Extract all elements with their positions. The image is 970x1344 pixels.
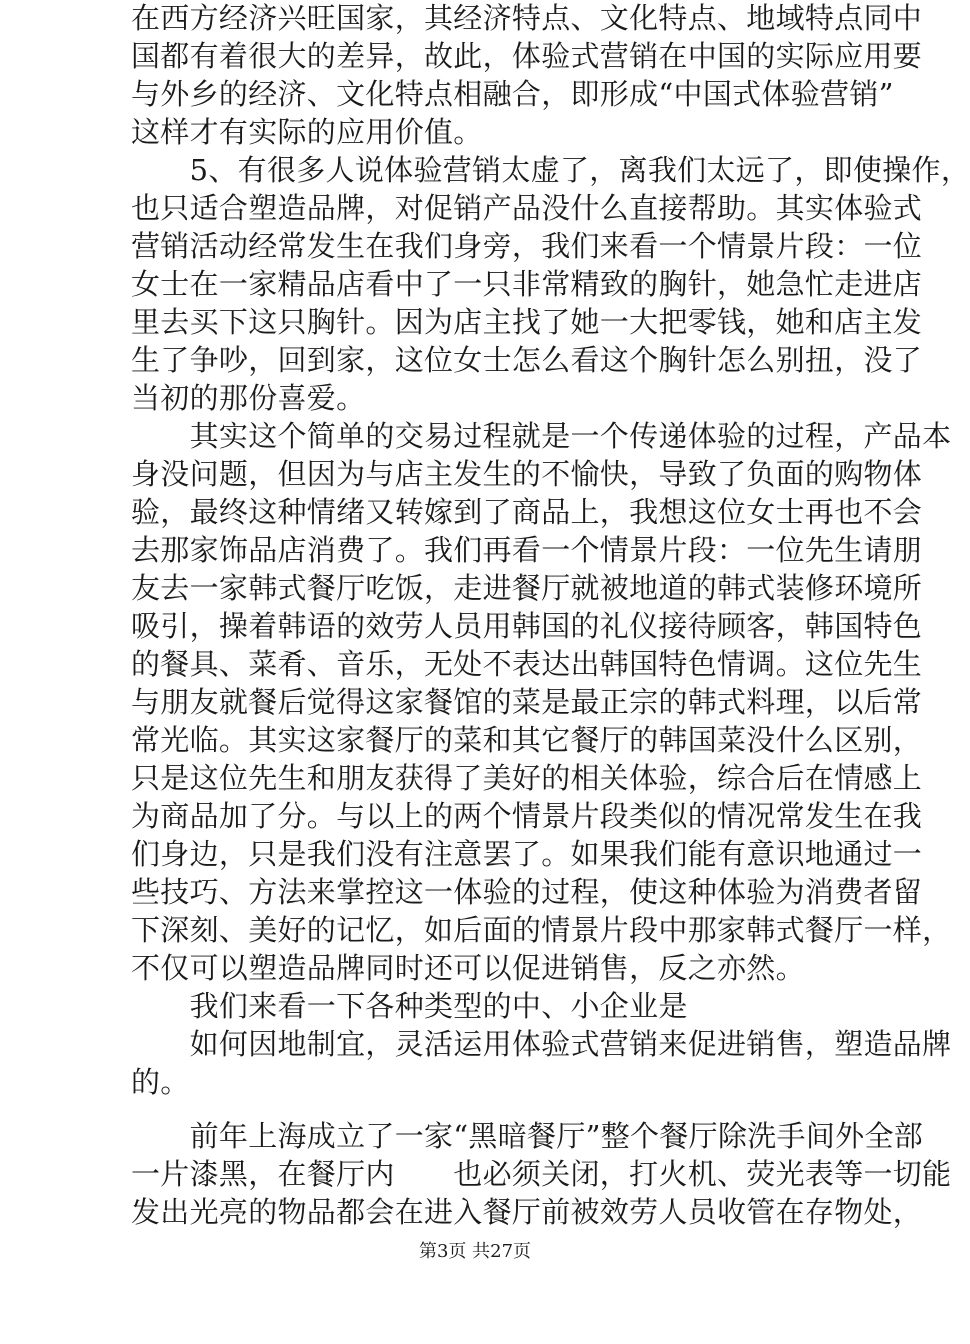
text-line: 不仅可以塑造品牌同时还可以促进销售，反之亦然。 [131, 951, 805, 985]
text-line: 身没问题，但因为与店主发生的不愉快，导致了负面的购物体 [131, 457, 923, 491]
text-line: 与朋友就餐后觉得这家餐馆的菜是最正宗的韩式料理，以后常 [131, 685, 923, 719]
text-line: 的。 [131, 1065, 190, 1099]
text-line: 里去买下这只胸针。因为店主找了她一大把零钱，她和店主发 [131, 305, 923, 339]
text-line: 国都有着很大的差异，故此，体验式营销在中国的实际应用要 [131, 39, 923, 73]
text-line: 去那家饰品店消费了。我们再看一个情景片段：一位先生请朋 [131, 533, 923, 567]
text-line: 常光临。其实这家餐厅的菜和其它餐厅的韩国菜没什么区别， [131, 723, 923, 757]
text-line: 也只适合塑造品牌，对促销产品没什么直接帮助。其实体验式 [131, 191, 923, 225]
text-line: 下深刻、美好的记忆，如后面的情景片段中那家韩式餐厅一样， [131, 913, 952, 947]
text-line: 验，最终这种情绪又转嫁到了商品上，我想这位女士再也不会 [131, 495, 923, 529]
text-line: 些技巧、方法来掌控这一体验的过程，使这种体验为消费者留 [131, 875, 923, 909]
text-line: 前年上海成立了一家“黑暗餐厅”整个餐厅除洗手间外全部 [131, 1119, 924, 1153]
text-line: 营销活动经常发生在我们身旁，我们来看一个情景片段：一位 [131, 229, 923, 263]
text-line: 当初的那份喜爱。 [131, 381, 366, 415]
text-line: 这样才有实际的应用价值。 [131, 115, 483, 149]
text-line: 我们来看一下各种类型的中、小企业是 [131, 989, 688, 1023]
text-line: 一片漆黑，在餐厅内 也必须关闭，打火机、荧光表等一切能 [131, 1157, 952, 1191]
text-line: 在西方经济兴旺国家，其经济特点、文化特点、地域特点同中 [131, 1, 923, 35]
text-line: 发出光亮的物品都会在进入餐厅前被效劳人员收管在存物处， [131, 1195, 923, 1229]
text-line: 的餐具、菜肴、音乐，无处不表达出韩国特色情调。这位先生 [131, 647, 923, 681]
text-line: 们身边，只是我们没有注意罢了。如果我们能有意识地通过一 [131, 837, 923, 871]
text-line: 与外乡的经济、文化特点相融合，即形成“中国式体验营销” [131, 77, 894, 111]
text-line: 友去一家韩式餐厅吃饭，走进餐厅就被地道的韩式装修环境所 [131, 571, 923, 605]
text-line: 其实这个简单的交易过程就是一个传递体验的过程，产品本 [131, 419, 952, 453]
page-footer: 第3页 共27页 [418, 1241, 532, 1262]
text-line: 生了争吵，回到家，这位女士怎么看这个胸针怎么别扭，没了 [131, 343, 923, 377]
text-line: 只是这位先生和朋友获得了美好的相关体验，综合后在情感上 [131, 761, 923, 795]
text-line: 5、有很多人说体验营销太虚了，离我们太远了，即使操作， [131, 153, 970, 187]
text-line: 为商品加了分。与以上的两个情景片段类似的情况常发生在我 [131, 799, 923, 833]
text-line: 如何因地制宜，灵活运用体验式营销来促进销售，塑造品牌 [131, 1027, 952, 1061]
text-line: 吸引，操着韩语的效劳人员用韩国的礼仪接待顾客，韩国特色 [131, 609, 923, 643]
text-line: 女士在一家精品店看中了一只非常精致的胸针，她急忙走进店 [131, 267, 923, 301]
